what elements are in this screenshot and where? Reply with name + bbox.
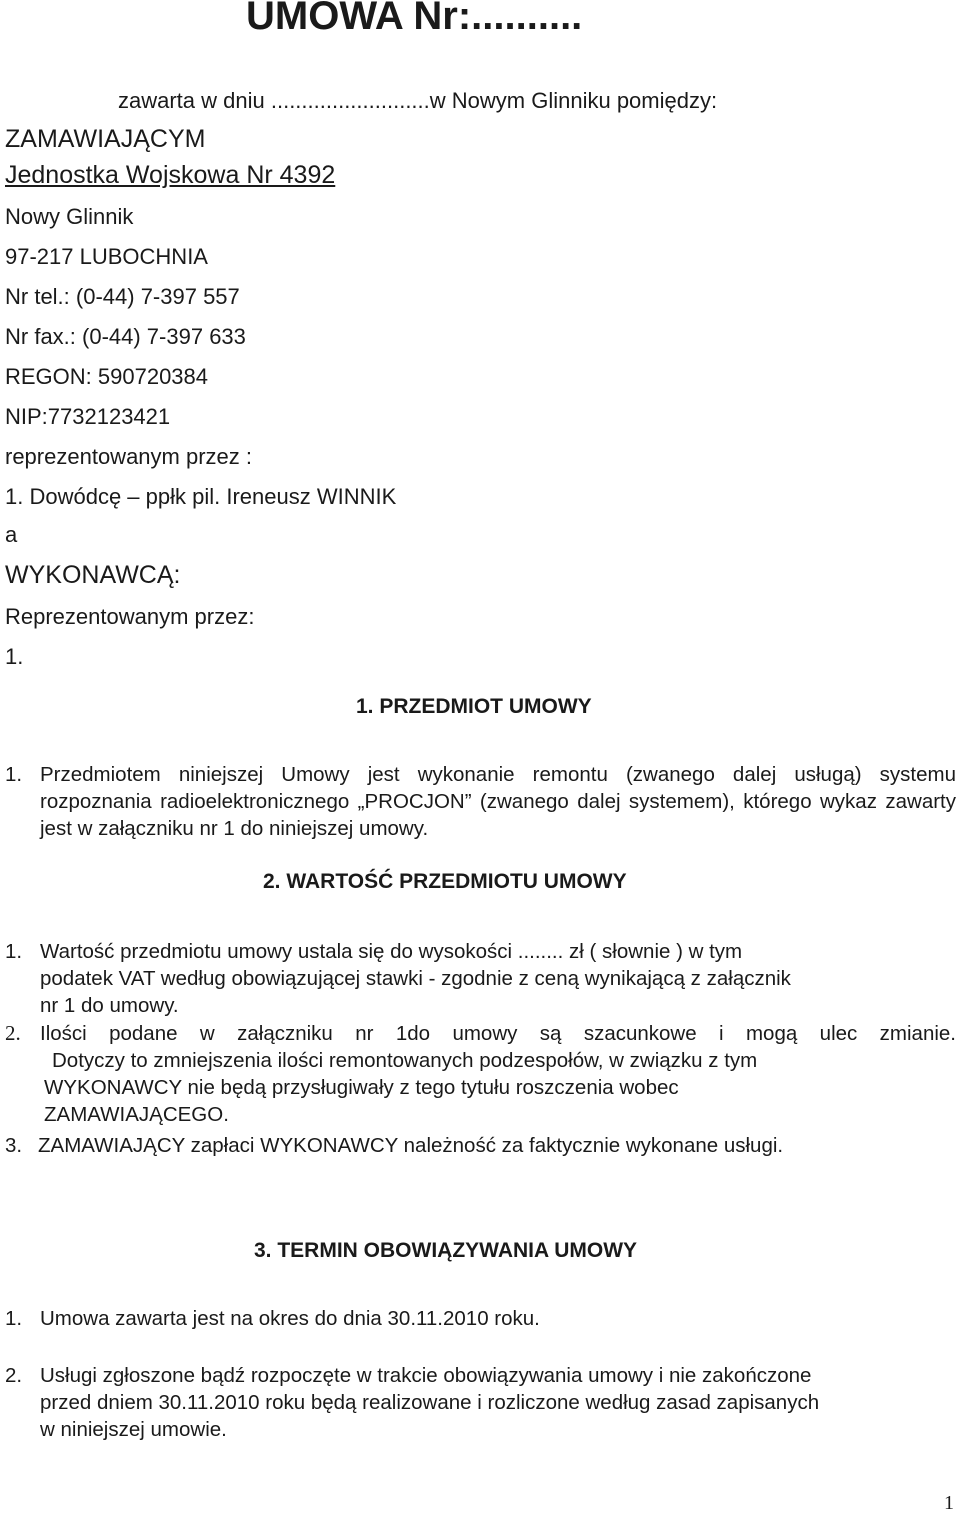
paragraph-line: ZAMAWIAJĄCY zapłaci WYKONAWCY należność za faktycznie wykonane usługi. <box>38 1134 784 1157</box>
contractor-item: 1. <box>5 644 24 669</box>
section-heading: 2. WARTOŚĆ PRZEDMIOTU UMOWY <box>263 870 627 893</box>
paragraph-line: Usługi zgłoszone bądź rozpoczęte w trakcie obowiązywania umowy i nie zakończone <box>40 1364 812 1387</box>
regon-line: REGON: 590720384 <box>5 364 209 389</box>
item-number: 2. <box>5 1021 21 1045</box>
conjunction: a <box>5 522 18 547</box>
paragraph-line: WYKONAWCY nie będą przysługiwały z tego tytułu roszczenia wobec <box>44 1076 679 1099</box>
item-number: 2. <box>5 1364 23 1387</box>
paragraph-line: nr 1 do umowy. <box>40 994 179 1017</box>
nip-line: NIP:7732123421 <box>5 404 171 429</box>
paragraph-line: Umowa zawarta jest na okres do dnia 30.11.2010 roku. <box>40 1307 540 1330</box>
item-number: 1. <box>5 940 23 963</box>
contractor-represented-line: Reprezentowanym przez: <box>5 604 255 629</box>
ordering-party-name: Jednostka Wojskowa Nr 4392 <box>5 161 336 189</box>
paragraph-line: Wartość przedmiotu umowy ustala się do wysokości ........ zł ( słownie ) w tym <box>40 940 743 963</box>
phone-line: Nr tel.: (0-44) 7-397 557 <box>5 284 240 309</box>
subject-paragraph: Przedmiotem niniejszej Umowy jest wykonanie remontu (zwanego dalej usługą) systemu rozpoznania radioelektronicznego „PROCJON” (zwanego dalej systemem), którego wykaz zawarty jest w załączniku nr 1 do niniejszej umowy. <box>40 763 956 840</box>
item-number: 1. <box>5 1307 23 1330</box>
paragraph-line: Dotyczy to zmniejszenia ilości remontowanych podzespołów, w związku z tym <box>52 1049 758 1072</box>
ordering-party-label: ZAMAWIAJĄCYM <box>5 125 206 153</box>
paragraph-line: ZAMAWIAJĄCEGO. <box>44 1103 229 1126</box>
page-number: 1 <box>944 1492 954 1514</box>
section-heading: 1. PRZEDMIOT UMOWY <box>356 695 592 718</box>
contractor-label: WYKONAWCĄ: <box>5 561 181 589</box>
document-title: UMOWA Nr:.......... <box>246 0 583 38</box>
paragraph-line: w niniejszej umowie. <box>40 1418 227 1441</box>
address-line: Nowy Glinnik <box>5 204 134 229</box>
commander-line: 1. Dowódcę – ppłk pil. Ireneusz WINNIK <box>5 484 397 509</box>
fax-line: Nr fax.: (0-44) 7-397 633 <box>5 324 246 349</box>
paragraph-line: przed dniem 30.11.2010 roku będą realizowane i rozliczone według zasad zapisanych <box>40 1391 820 1414</box>
paragraph-line: Ilości podane w załączniku nr 1do umowy są szacunkowe i mogą ulec zmianie. <box>40 1022 956 1045</box>
item-number: 1. <box>5 763 23 786</box>
represented-by-line: reprezentowanym przez : <box>5 444 252 469</box>
item-number: 3. <box>5 1134 23 1157</box>
postal-line: 97-217 LUBOCHNIA <box>5 244 208 269</box>
paragraph-line: podatek VAT według obowiązującej stawki - zgodnie z ceną wynikającą z załącznik <box>40 967 791 990</box>
contract-intro: zawarta w dniu ..........................w Nowym Glinniku pomiędzy: <box>118 88 718 113</box>
section-heading: 3. TERMIN OBOWIĄZYWANIA UMOWY <box>254 1239 638 1262</box>
